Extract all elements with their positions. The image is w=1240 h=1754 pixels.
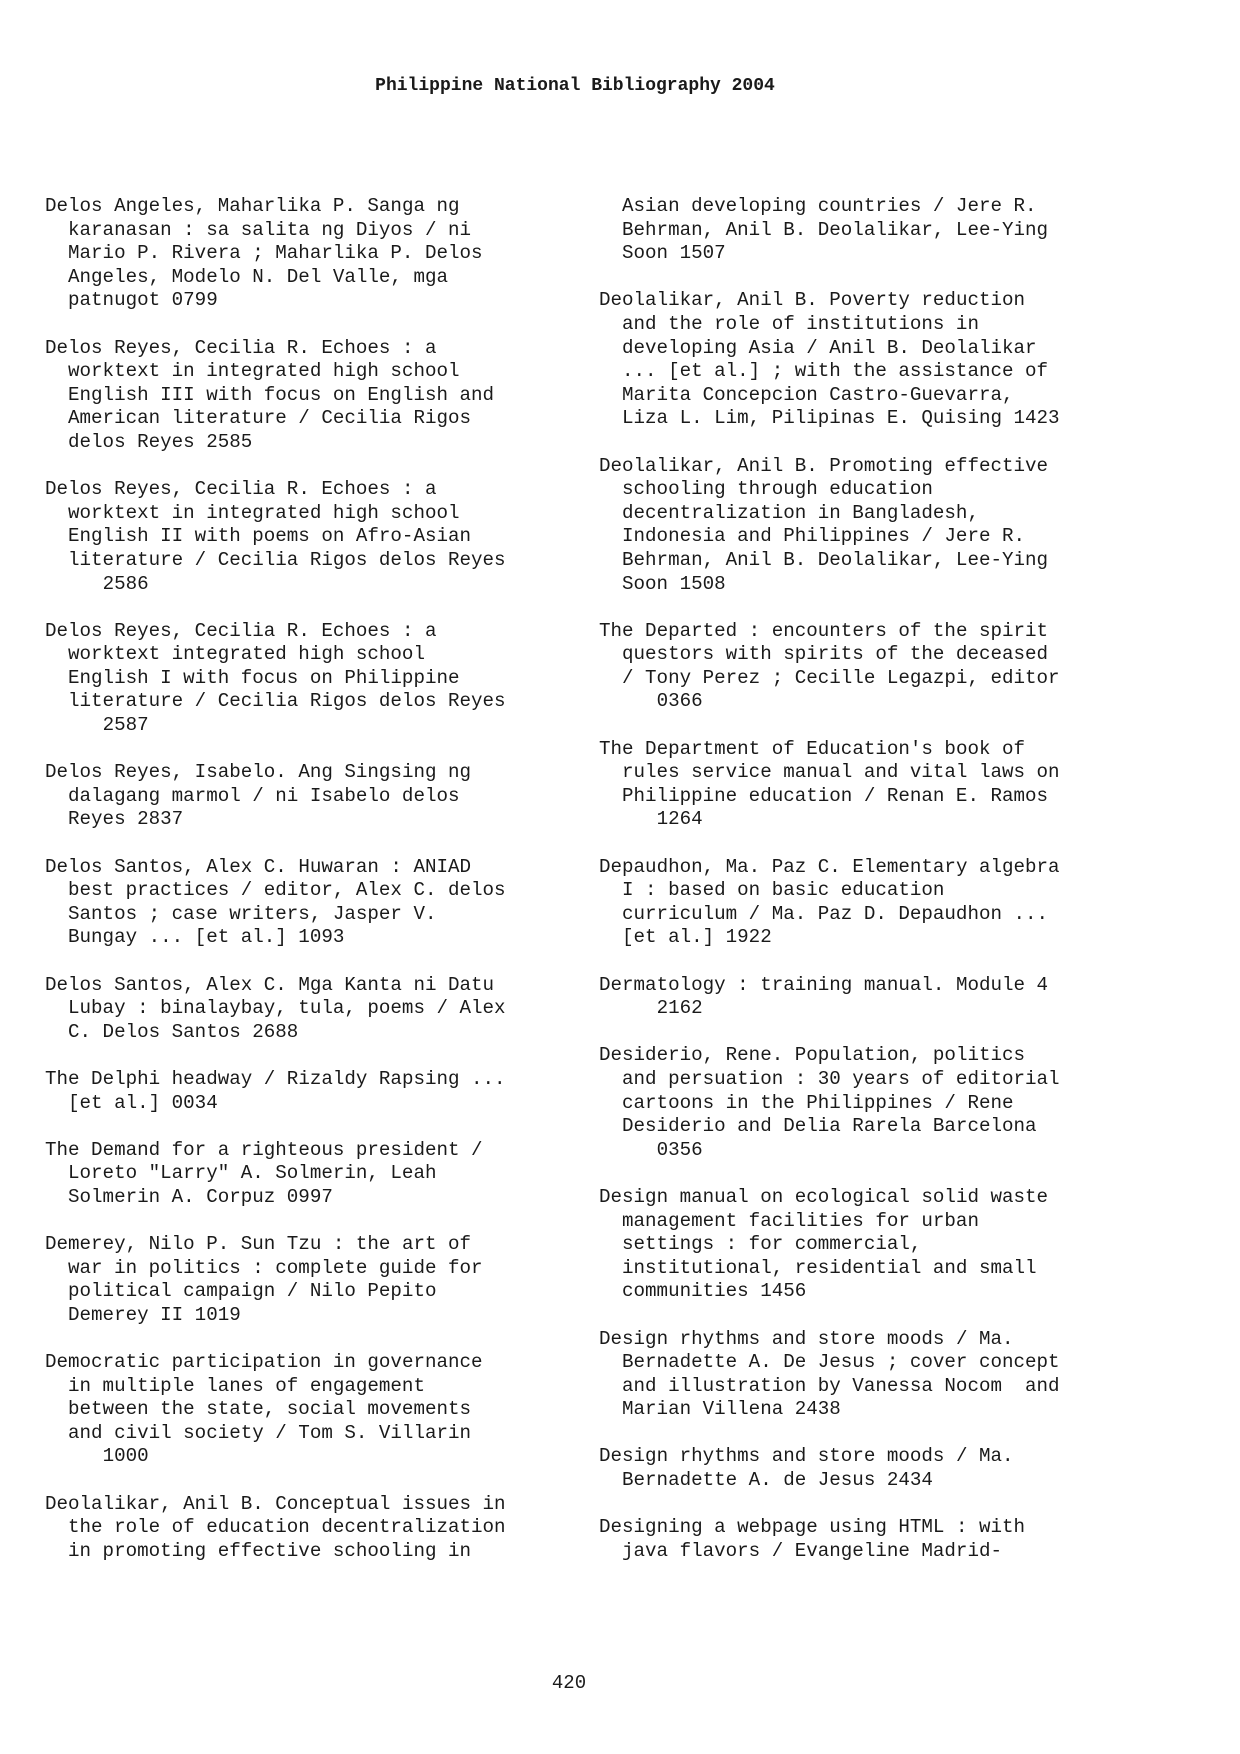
entry-line: Design rhythms and store moods / Ma.: [599, 1445, 1014, 1468]
entry-line: worktext in integrated high school: [68, 360, 460, 383]
bibliography-entry: [45, 761, 565, 832]
bibliography-entry: [599, 455, 1119, 597]
entry-line: Delos Santos, Alex C. Mga Kanta ni Datu: [45, 973, 495, 996]
entry-line: karanasan : sa salita ng Diyos / ni: [68, 218, 472, 241]
entry-line: Depaudhon, Ma. Paz C. Elementary algebra: [599, 855, 1060, 878]
entry-line: worktext in integrated high school: [68, 501, 460, 524]
bibliography-entry: [599, 620, 1119, 714]
entry-line: Desiderio, Rene. Population, politics: [599, 1044, 1026, 1067]
entry-line: in multiple lanes of engagement: [68, 1374, 425, 1397]
entry-line: Demerey, Nilo P. Sun Tzu : the art of: [45, 1233, 472, 1256]
entry-line: java flavors / Evangeline Madrid-: [622, 1539, 1002, 1562]
entry-line: Soon 1508: [622, 572, 726, 595]
bibliography-entry: [45, 1233, 565, 1327]
entry-line: Asian developing countries / Jere R.: [622, 195, 1037, 217]
entry-line: English I with focus on Philippine: [68, 666, 460, 689]
bibliography-entry: [45, 974, 565, 1045]
entry-line: in promoting effective schooling in: [68, 1539, 472, 1562]
entry-line: Marita Concepcion Castro-Guevarra,: [622, 383, 1014, 406]
entry-line: Delos Reyes, Isabelo. Ang Singsing ng: [45, 761, 472, 784]
entry-line: English III with focus on English and: [68, 383, 495, 406]
entry-line: Mario P. Rivera ; Maharlika P. Delos: [68, 242, 483, 265]
bibliography-entry: [599, 1328, 1119, 1422]
entry-line: The Demand for a righteous president /: [45, 1138, 483, 1161]
entry-line: rules service manual and vital laws on: [622, 761, 1060, 784]
entry-line: schooling through education: [622, 478, 933, 501]
entry-line: Delos Reyes, Cecilia R. Echoes : a: [45, 336, 437, 359]
entry-line: / Tony Perez ; Cecille Legazpi, editor: [622, 666, 1060, 689]
entry-line: Soon 1507: [622, 242, 726, 265]
entry-line: institutional, residential and small: [622, 1256, 1037, 1279]
entry-line: war in politics : complete guide for: [68, 1256, 483, 1279]
bibliography-entry: [599, 1044, 1119, 1162]
entry-line: and civil society / Tom S. Villarin: [68, 1421, 472, 1444]
entry-line: and the role of institutions in: [622, 312, 979, 335]
entry-line: Philippine education / Renan E. Ramos: [622, 784, 1049, 807]
entry-line: Behrman, Anil B. Deolalikar, Lee-Ying: [622, 548, 1049, 571]
bibliography-entry: [599, 738, 1119, 832]
entry-line: Loreto "Larry" A. Solmerin, Leah: [68, 1162, 437, 1185]
entry-line: The Department of Education's book of: [599, 737, 1026, 760]
bibliography-entry: [45, 856, 565, 950]
entry-line: literature / Cecilia Rigos delos Reyes: [68, 690, 506, 713]
entry-line: Deolalikar, Anil B. Conceptual issues in: [45, 1492, 506, 1515]
entry-line: Delos Reyes, Cecilia R. Echoes : a: [45, 478, 437, 501]
entry-line: Demerey II 1019: [68, 1303, 241, 1326]
entry-line: communities 1456: [622, 1280, 807, 1303]
entry-line: Liza L. Lim, Pilipinas E. Quising 1423: [622, 407, 1060, 430]
bibliography-entry: [45, 1068, 565, 1115]
entry-line: and illustration by Vanessa Nocom and: [622, 1374, 1060, 1397]
bibliography-entry: [599, 195, 1119, 266]
entry-line: questors with spirits of the deceased: [622, 643, 1049, 666]
right-column: [599, 195, 1119, 1587]
entry-line: between the state, social movements: [68, 1398, 472, 1421]
entry-line: I : based on basic education: [622, 879, 945, 902]
bibliography-entry: [45, 478, 565, 596]
entry-line: Desiderio and Delia Rarela Barcelona: [622, 1115, 1037, 1138]
entry-line: management facilities for urban: [622, 1209, 979, 1232]
bibliography-entry: [45, 1139, 565, 1210]
entry-line: 1000: [102, 1445, 149, 1468]
entry-line: Deolalikar, Anil B. Poverty reduction: [599, 289, 1026, 312]
entry-line: Santos ; case writers, Jasper V.: [68, 902, 437, 925]
bibliography-entry: [599, 974, 1119, 1021]
bibliography-entry: [599, 856, 1119, 950]
entry-line: political campaign / Nilo Pepito: [68, 1280, 437, 1303]
entry-line: The Delphi headway / Rizaldy Rapsing ...: [45, 1067, 506, 1090]
entry-line: patnugot 0799: [68, 289, 218, 312]
entry-line: the role of education decentralization: [68, 1516, 506, 1539]
entry-line: curriculum / Ma. Paz D. Depaudhon ...: [622, 902, 1049, 925]
entry-line: Design manual on ecological solid waste: [599, 1185, 1049, 1208]
left-column: [45, 195, 565, 1587]
entry-line: best practices / editor, Alex C. delos: [68, 879, 506, 902]
entry-line: Delos Angeles, Maharlika P. Sanga ng: [45, 195, 460, 217]
entry-line: Democratic participation in governance: [45, 1351, 483, 1374]
bibliography-entry: [45, 195, 565, 313]
entry-line: Bernadette A. De Jesus ; cover concept: [622, 1351, 1060, 1374]
entry-line: 1264: [656, 808, 703, 831]
entry-line: Dermatology : training manual. Module 4: [599, 973, 1049, 996]
entry-line: delos Reyes 2585: [68, 430, 253, 453]
bibliography-entry: [45, 1351, 565, 1469]
entry-line: Design rhythms and store moods / Ma.: [599, 1327, 1014, 1350]
entry-line: [et al.] 1922: [622, 926, 772, 949]
entry-line: Behrman, Anil B. Deolalikar, Lee-Ying: [622, 218, 1049, 241]
entry-line: 2162: [656, 997, 703, 1020]
bibliography-entry: [599, 1516, 1119, 1563]
entry-line: 0356: [656, 1138, 703, 1161]
entry-line: cartoons in the Philippines / Rene: [622, 1091, 1014, 1114]
entry-line: ... [et al.] ; with the assistance of: [622, 360, 1049, 383]
bibliography-entry: [599, 289, 1119, 431]
page-title: Philippine National Bibliography 2004: [375, 76, 775, 96]
entry-line: American literature / Cecilia Rigos: [68, 407, 472, 430]
bibliography-entry: [599, 1186, 1119, 1304]
entry-line: Designing a webpage using HTML : with: [599, 1516, 1026, 1539]
entry-line: developing Asia / Anil B. Deolalikar: [622, 336, 1037, 359]
entry-line: dalagang marmol / ni Isabelo delos: [68, 784, 460, 807]
entry-line: settings : for commercial,: [622, 1233, 922, 1256]
entry-line: Deolalikar, Anil B. Promoting effective: [599, 454, 1049, 477]
entry-line: decentralization in Bangladesh,: [622, 501, 979, 524]
entry-line: Bernadette A. de Jesus 2434: [622, 1469, 933, 1492]
bibliography-entry: [45, 1493, 565, 1564]
entry-line: Angeles, Modelo N. Del Valle, mga: [68, 265, 448, 288]
entry-line: Bungay ... [et al.] 1093: [68, 926, 345, 949]
entry-line: [et al.] 0034: [68, 1091, 218, 1114]
entry-line: Reyes 2837: [68, 808, 184, 831]
entry-line: The Departed : encounters of the spirit: [599, 619, 1049, 642]
entry-line: Delos Reyes, Cecilia R. Echoes : a: [45, 619, 437, 642]
bibliography-entry: [45, 620, 565, 738]
entry-line: 2586: [102, 572, 149, 595]
entry-line: 0366: [656, 690, 703, 713]
entry-line: Solmerin A. Corpuz 0997: [68, 1185, 333, 1208]
entry-line: Indonesia and Philippines / Jere R.: [622, 525, 1026, 548]
bibliography-entry: [45, 337, 565, 455]
entry-line: and persuation : 30 years of editorial: [622, 1067, 1060, 1090]
entry-line: Marian Villena 2438: [622, 1398, 841, 1421]
entry-line: worktext integrated high school: [68, 643, 425, 666]
bibliography-entry: [599, 1445, 1119, 1492]
entry-line: 2587: [102, 714, 149, 737]
entry-line: English II with poems on Afro-Asian: [68, 525, 472, 548]
entry-line: Lubay : binalaybay, tula, poems / Alex: [68, 997, 506, 1020]
entry-line: literature / Cecilia Rigos delos Reyes: [68, 548, 506, 571]
page-number: 420: [551, 1672, 587, 1694]
entry-line: C. Delos Santos 2688: [68, 1020, 299, 1043]
entry-line: Delos Santos, Alex C. Huwaran : ANIAD: [45, 855, 472, 878]
